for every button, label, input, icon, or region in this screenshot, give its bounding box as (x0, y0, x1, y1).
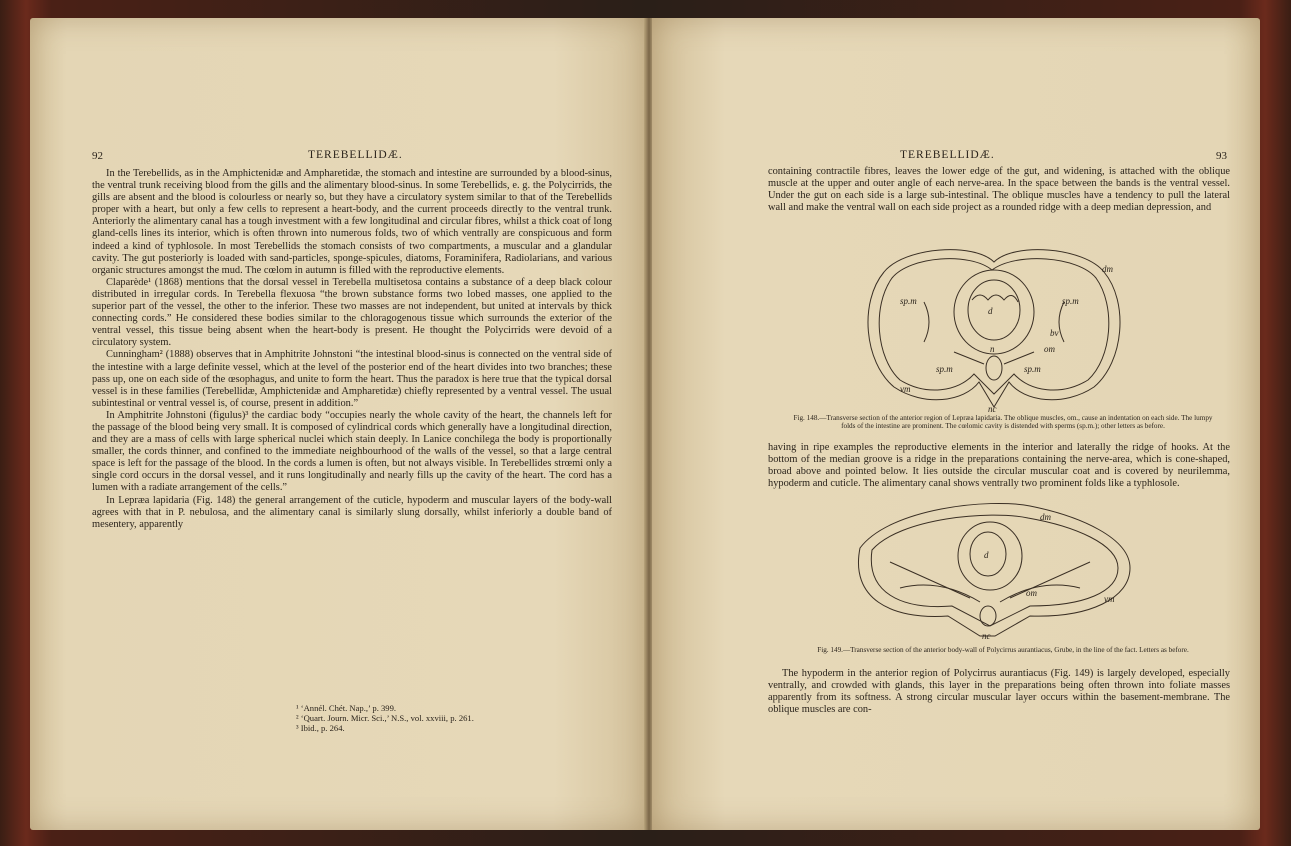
right-text-bottom (768, 668, 1230, 716)
fig148-intestine (954, 270, 1034, 354)
footnotes (296, 704, 596, 733)
paragraph: In Amphitrite Johnstoni (figulus)³ the cardiac body “occupies nearly the whole cavity of the heart, the channels left for the passage of the blood being very small. It is composed of cylindrical cords which generally have a longitudinal direction, and they are a mass of cells with large spherical nuclei which stain deeply. In Lanice conchilega the body is proportionally smaller, the cords thinner, and confined to the immediate neighbourhood of the walls of the vessel, so that a large central space is left for the passage of the blood. In the cords a lumen is often, but not always visible. In Terebellides strœmi only a single cord occurs in the dorsal vessel, and it runs longitudinally and nearly fills up the cavity of the heart. The cord has a lumen with a radiate arrangement of the cells.” (92, 409, 612, 494)
fig148-sperm-mass (924, 302, 1064, 342)
figure-148 (844, 242, 1144, 414)
fig149-body-outline (858, 503, 1130, 636)
fig149-oblique-muscles (890, 562, 1090, 598)
fig149-nerve-area (980, 606, 996, 626)
right-page (652, 18, 1260, 830)
paragraph: having in ripe examples the reproductive elements in the interior and laterally the ridge of hooks. At the bottom of the median groove is a ridge in the preparations containing the nerve-area, which is cone-shaped, broad above and pointed below. It lies outside the circular muscular coat and is covered by neurilemma, hypoderm and cuticle. The alimentary canal shows ventrally two prominent folds like a typhlosole. (768, 442, 1230, 490)
paragraph: In Lepræa lapidaria (Fig. 148) the general arrangement of the cuticle, hypoderm and muscular layers of the body-wall agrees with that in P. nebulosa, and the alimentary canal is similarly slung dorsally, whilst inferiorly a double band of mesentery, apparently (92, 494, 612, 530)
paragraph: Claparède¹ (1868) mentions that the dorsal vessel in Terebella multisetosa contains a substance of a deep black colour distributed in irregular cords. In Terebella flexuosa “the brown substance forms two lobed masses, one applied to the superior part of the vessel, the other to the inferior. These two masses are not independent, but united at intervals by thick connecting cords.” He considered these bodies similar to the chloragogenous tissue which surrounds the exterior of the ventral vessel, this tissue being absent when the heart-body is present. He thought the Polycirrids were devoid of a circulatory system. (92, 276, 612, 349)
paragraph: containing contractile fibres, leaves the lower edge of the gut, and widening, is attached with the oblique muscle at the upper and outer angle of each nerve-area. In the space between the bands is the ventral vessel. Under the gut on each side is a large sub-intestinal. The oblique muscles have a tendency to pull the lateral wall and make the ventral wall on each side project as a rounded ridge with a deep median depression, and (768, 166, 1230, 214)
right-text-top (768, 166, 1230, 214)
footnote: ³ Ibid., p. 264. (296, 722, 345, 733)
fig148-label: om (1044, 344, 1055, 354)
paragraph: In the Terebellids, as in the Amphictenidæ and Ampharetidæ, the stomach and intestine are surrounded by a blood-sinus, the ventral trunk receiving blood from the gills and the alimentary blood-sinus. In some Terebellids, e. g. the Polycirrids, the gills are absent and the blood is colourless or nearly so, but they have a circulatory system similar to that of the Terebellids proper with a heart, but only a few cells to represent a heart-body, and the current proceeds directly to the ventral trunk. Anteriorly the alimentary canal has a tough investment with a few longitudinal and circular fibres, whilst a thick coat of long gland-cells lines its interior, which is often thrown into numerous folds, two of which ventrally are conspicuous and form indeed a kind of typhlosole. In most Terebellids the stomach consists of two compartments, a muscular and a glandular cavity. The gut posteriorly is loaded with sand-particles, sponge-spicules, diatoms, Foraminifera, Radiolarians, and various organic structures amongst the mud. The cœlom in autumn is filled with the reproductive elements. (92, 168, 612, 276)
fig148-folds (972, 295, 1018, 302)
fig148-nerve-area (986, 356, 1002, 380)
running-head-left: TEREBELLIDÆ. (308, 149, 403, 161)
figure-148-caption: Fig. 148.—Transverse section of the anterior region of Lepræa lapidaria. The oblique muscles, om., cause an indentation on each side. The lumpy folds of the intestine are prominent. The cœlomic cavity is distended with sperms (sp.m.); other letters as before. (793, 414, 1213, 430)
left-body-text (92, 168, 612, 531)
fig148-label: bv (1050, 328, 1059, 338)
fig148-lumen (968, 280, 1020, 340)
fig149-label: vm (1104, 594, 1115, 604)
fig149-label: dm (1040, 512, 1051, 522)
fig149-muscle-bands (900, 585, 1080, 602)
figure-149-caption: Fig. 149.—Transverse section of the anterior body-wall of Polycirrus aurantiacus, Grube, in the line of the fact. Letters as before. (817, 646, 1189, 654)
page-number-left: 92 (92, 150, 103, 162)
fig148-label: dm (1102, 264, 1113, 274)
figure-149 (830, 498, 1150, 640)
running-head-right: TEREBELLIDÆ. (900, 149, 995, 161)
left-page (30, 18, 646, 830)
fig149-label: nc (982, 631, 991, 640)
fig148-inner-wall (879, 259, 1109, 394)
fig149-label: om (1026, 588, 1037, 598)
fig148-label: vm (900, 384, 911, 394)
fig148-label: nc (988, 404, 997, 414)
right-text-mid (768, 442, 1230, 490)
fig148-label: sp.m (1062, 296, 1079, 306)
footnote: ¹ ‘Annél. Chét. Nap.,’ p. 399. (296, 703, 397, 713)
fig148-label: d (988, 306, 993, 316)
fig148-label: sp.m (900, 296, 917, 306)
footnote: ² ‘Quart. Journ. Micr. Sci.,’ N.S., vol. xxviii, p. 261. (296, 712, 474, 723)
fig149-label: d (984, 550, 989, 560)
paragraph: The hypoderm in the anterior region of Polycirrus aurantiacus (Fig. 149) is largely developed, especially ventrally, and crowded with glands, this layer in the preparations being often thrown into foliate masses apparently from its softness. A strong circular muscular layer occurs within the basement-membrane. The oblique muscles are con- (768, 668, 1230, 716)
fig148-label: n (990, 344, 995, 354)
paragraph: Cunningham² (1888) observes that in Amphitrite Johnstoni “the intestinal blood-sinus is connected on the ventral side of the intestine with a large definite vessel, which at the level of the posterior end of the heart divides into two branches; these pass up, one on each side of the œsophagus, and unite to form the heart. Thus the paradox is here true that the typical dorsal vessel is in these families (Terebellidæ, Amphictenidæ and Ampharetidæ) chiefly represented by a ventral vessel. The usual subintestinal or ventral vessel is, of course, present in addition.” (92, 349, 612, 409)
fig148-label: sp.m (1024, 364, 1041, 374)
page-number-right: 93 (1216, 150, 1227, 162)
fig148-label: sp.m (936, 364, 953, 374)
